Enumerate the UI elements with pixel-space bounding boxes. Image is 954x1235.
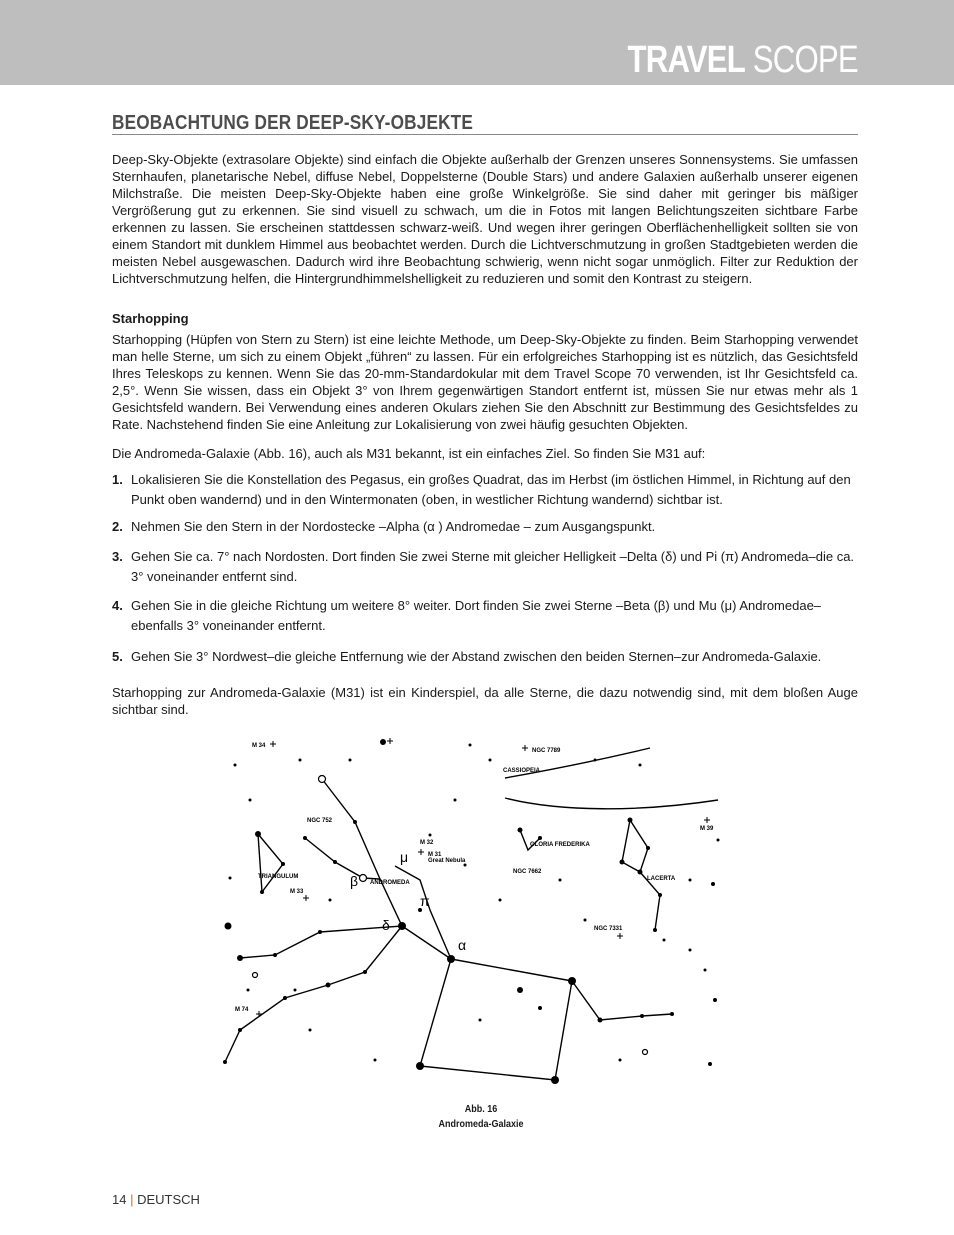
chart-labels bbox=[235, 743, 714, 1013]
star-open bbox=[319, 776, 326, 783]
label-gloria-frederika: GLORIA FREDERIKA bbox=[530, 842, 590, 848]
greek-delta: δ bbox=[382, 917, 390, 933]
star bbox=[538, 1006, 542, 1010]
figure-number: Abb. 16 bbox=[464, 1104, 498, 1115]
star-algenib bbox=[416, 1062, 424, 1070]
star bbox=[353, 820, 357, 824]
star bbox=[429, 834, 432, 837]
star bbox=[281, 862, 285, 866]
andromeda-south bbox=[225, 926, 402, 1062]
star bbox=[329, 899, 332, 902]
star bbox=[309, 1029, 312, 1032]
ngc7331-marker bbox=[617, 933, 623, 939]
label-andromeda: ANDROMEDA bbox=[370, 880, 410, 886]
greek-labels bbox=[350, 849, 466, 953]
pegasus-neck bbox=[572, 981, 672, 1020]
page-footer bbox=[112, 1192, 200, 1207]
star bbox=[454, 799, 457, 802]
greek-beta: β bbox=[350, 873, 359, 889]
star bbox=[234, 764, 237, 767]
star bbox=[704, 969, 707, 972]
star bbox=[640, 1014, 644, 1018]
figure-caption: Andromeda-Galaxie bbox=[438, 1119, 524, 1130]
brand-bold: TRAVEL bbox=[627, 39, 746, 81]
label-great-nebula: Great Nebula bbox=[428, 858, 466, 864]
list-number: 5. bbox=[112, 649, 123, 664]
constellation-lines bbox=[225, 748, 718, 1080]
star bbox=[374, 1059, 377, 1062]
lacerta bbox=[622, 820, 648, 872]
closing-paragraph: Starhopping zur Andromeda-Galaxie (M31) ist ein Kinderspiel, da alle Sterne, die dazu notwendig sind, mit dem bloßen Auge sichtbar sind. bbox=[112, 685, 858, 717]
label-m34: M 34 bbox=[252, 743, 266, 749]
label-cassiopeia: CASSIOPEIA bbox=[503, 768, 541, 774]
star bbox=[238, 1028, 242, 1032]
triangulum bbox=[258, 834, 283, 892]
star-delta bbox=[398, 922, 406, 930]
star bbox=[620, 860, 625, 865]
footer-language: DEUTSCH bbox=[137, 1192, 200, 1207]
star bbox=[303, 836, 307, 840]
star bbox=[538, 836, 542, 840]
star bbox=[469, 744, 472, 747]
star bbox=[584, 919, 587, 922]
star-alpha bbox=[447, 955, 455, 963]
star bbox=[380, 739, 386, 745]
star bbox=[658, 893, 662, 897]
star bbox=[594, 759, 597, 762]
star bbox=[237, 955, 243, 961]
star bbox=[283, 996, 287, 1000]
star bbox=[689, 949, 692, 952]
page-number: 14 bbox=[112, 1192, 127, 1207]
star bbox=[639, 764, 642, 767]
star bbox=[489, 759, 492, 762]
star bbox=[318, 930, 322, 934]
star-gamma-peg bbox=[551, 1076, 559, 1084]
starhopping-heading: Starhopping bbox=[112, 311, 189, 326]
label-m31: M 31 bbox=[428, 852, 442, 858]
brand-light: SCOPE bbox=[745, 39, 858, 81]
ngc7789-marker bbox=[522, 745, 528, 751]
list-number: 2. bbox=[112, 519, 123, 534]
greek-pi: π bbox=[420, 893, 430, 909]
star bbox=[717, 839, 720, 842]
star bbox=[299, 759, 302, 762]
star bbox=[249, 799, 252, 802]
footer-separator: | bbox=[130, 1192, 134, 1207]
list-text: Gehen Sie ca. 7° nach Nordosten. Dort finden Sie zwei Sterne mit gleicher Helligkeit –Delta (δ) und Pi (π) Andromeda–die ca. 3° voneinander entfernt sind. bbox=[131, 549, 855, 584]
star bbox=[273, 953, 277, 957]
list-number: 4. bbox=[112, 598, 123, 613]
star bbox=[708, 1062, 712, 1066]
star bbox=[619, 1059, 622, 1062]
label-lacerta: LACERTA bbox=[647, 876, 676, 882]
intro-paragraph: Deep-Sky-Objekte (extrasolare Objekte) sind einfach die Objekte außerhalb der Grenzen unseres Sonnensystems. Sie umfassen Sternhaufen, planetarische Nebel, diffuse Nebel, Doppelsterne (Double Stars) und andere Galaxien außerhalb unserer eigenen Milchstraße. Die meisten Deep-Sky-Objekte haben eine große Winkelgröße. Sie sind daher mit geringer bis mäßiger Vergrößerung gut zu erkennen. Sie sind visuell zu schwach, um die in Fotos mit langen Belichtungszeiten sichtbare Farbe erkennen zu lassen. Sie erscheinen stattdessen schwarz-weiß. Und wegen ihrer geringen Oberflächenhelligkeit sollten sie von einem Standort mit dunklem Himmel aus beobachtet werden. Durch die Lichtverschmutzung in großen Stadtgebieten werden die meisten Nebel ausgewaschen. Dadurch wird ihre Beobachtung schwierig, wenn nicht sogar unmöglich. Filter zur Reduktion der Lichtverschmutzung helfen, die Hintergrundhimmelshelligkeit zu reduzieren und somit den Kontrast zu steigern. bbox=[112, 152, 858, 286]
star bbox=[255, 831, 261, 837]
cassiopeia-arc bbox=[505, 798, 718, 809]
star bbox=[518, 828, 523, 833]
star-beta bbox=[360, 875, 367, 882]
star bbox=[559, 879, 562, 882]
list-number: 3. bbox=[112, 549, 123, 564]
label-m39: M 39 bbox=[700, 826, 714, 832]
star-beta-peg bbox=[568, 977, 576, 985]
star bbox=[689, 879, 692, 882]
list-text: Lokalisieren Sie die Konstellation des Pegasus, ein großes Quadrat, das im Herbst (im östlichen Himmel, in Richtung auf den Punkt oben wandernd) und in den Wintermonaten (oben, in westlicher Richtung wandernd) sichtbar ist. bbox=[131, 472, 851, 507]
andromeda-north bbox=[322, 779, 380, 879]
list-text: Gehen Sie 3° Nordwest–die gleiche Entfernung wie der Abstand zwischen den beiden Sternen–zur Andromeda-Galaxie. bbox=[131, 649, 822, 664]
cross-marker bbox=[387, 738, 393, 744]
m74-marker bbox=[256, 1011, 262, 1017]
star bbox=[517, 987, 523, 993]
m33-marker bbox=[303, 895, 309, 901]
list-text: Gehen Sie in die gleiche Richtung um weitere 8° weiter. Dort finden Sie zwei Sterne –Beta (β) und Mu (μ) Andromedae–ebenfalls 3° voneinander entfernt. bbox=[131, 598, 822, 633]
star bbox=[363, 970, 367, 974]
label-ngc752: NGC 752 bbox=[307, 818, 333, 824]
stars bbox=[223, 739, 720, 1084]
star bbox=[638, 870, 643, 875]
greek-alpha: α bbox=[458, 937, 467, 953]
label-m33: M 33 bbox=[290, 889, 304, 895]
greek-mu: μ bbox=[400, 849, 409, 865]
star-open bbox=[253, 973, 258, 978]
label-triangulum: TRIANGULUM bbox=[258, 874, 299, 880]
star bbox=[225, 923, 232, 930]
star bbox=[260, 890, 264, 894]
andromeda-intro: Die Andromeda-Galaxie (Abb. 16), auch als M31 bekannt, ist ein einfaches Ziel. So finden Sie M31 auf: bbox=[112, 446, 706, 461]
label-ngc7331: NGC 7331 bbox=[594, 926, 623, 932]
star-open bbox=[643, 1050, 648, 1055]
star bbox=[628, 818, 633, 823]
m34-marker bbox=[270, 741, 276, 747]
star bbox=[294, 989, 297, 992]
list-text: Nehmen Sie den Stern in der Nordostecke –Alpha (α ) Andromedae – zum Ausgangspunkt. bbox=[131, 519, 656, 534]
star bbox=[653, 928, 657, 932]
star bbox=[229, 877, 232, 880]
star bbox=[663, 939, 666, 942]
star bbox=[247, 989, 250, 992]
star bbox=[349, 759, 352, 762]
star bbox=[670, 1012, 674, 1016]
m39-marker bbox=[704, 817, 710, 823]
pegasus-square bbox=[420, 959, 572, 1080]
star bbox=[479, 1019, 482, 1022]
star bbox=[333, 860, 337, 864]
label-m32: M 32 bbox=[420, 840, 434, 846]
star bbox=[646, 846, 650, 850]
label-m74: M 74 bbox=[235, 1007, 249, 1013]
star bbox=[713, 998, 717, 1002]
m31-marker bbox=[418, 849, 424, 855]
label-ngc7662: NGC 7662 bbox=[513, 869, 542, 875]
section-title-text: BEOBACHTUNG DER DEEP-SKY-OBJEKTE bbox=[112, 112, 474, 134]
star bbox=[711, 882, 715, 886]
star bbox=[326, 983, 331, 988]
star bbox=[598, 1018, 603, 1023]
starhopping-paragraph: Starhopping (Hüpfen von Stern zu Stern) ist eine leichte Methode, um Deep-Sky-Objekte zu finden. Beim Starhopping verwendet man helle Sterne, um sich zu einem Objekt „führen“ zu lassen. Für ein erfolgreiches Starhopping ist es nützlich, das Gesichtsfeld Ihres Teleskops zu kennen. Wenn Sie das 20-mm-Standardokular mit dem Travel Scope 70 verwenden, ist Ihr Gesichtsfeld ca. 2,5°. Wenn Sie wissen, dass ein Objekt 3° von Ihrem gegenwärtigen Standort entfernt ist, müssen Sie nur etwas mehr als 1 Gesichtsfeld wandern. Bei Verwendung eines anderen Okulars ziehen Sie den Abschnitt zur Bestimmung des Gesichtsfeldes zu Rate. Nachstehend finden Sie eine Anleitung zur Lokalisierung von zwei häufig gesuchten Objekten. bbox=[112, 332, 858, 432]
star bbox=[499, 899, 502, 902]
list-number: 1. bbox=[112, 472, 123, 487]
star bbox=[223, 1060, 227, 1064]
label-ngc7789: NGC 7789 bbox=[532, 748, 561, 754]
